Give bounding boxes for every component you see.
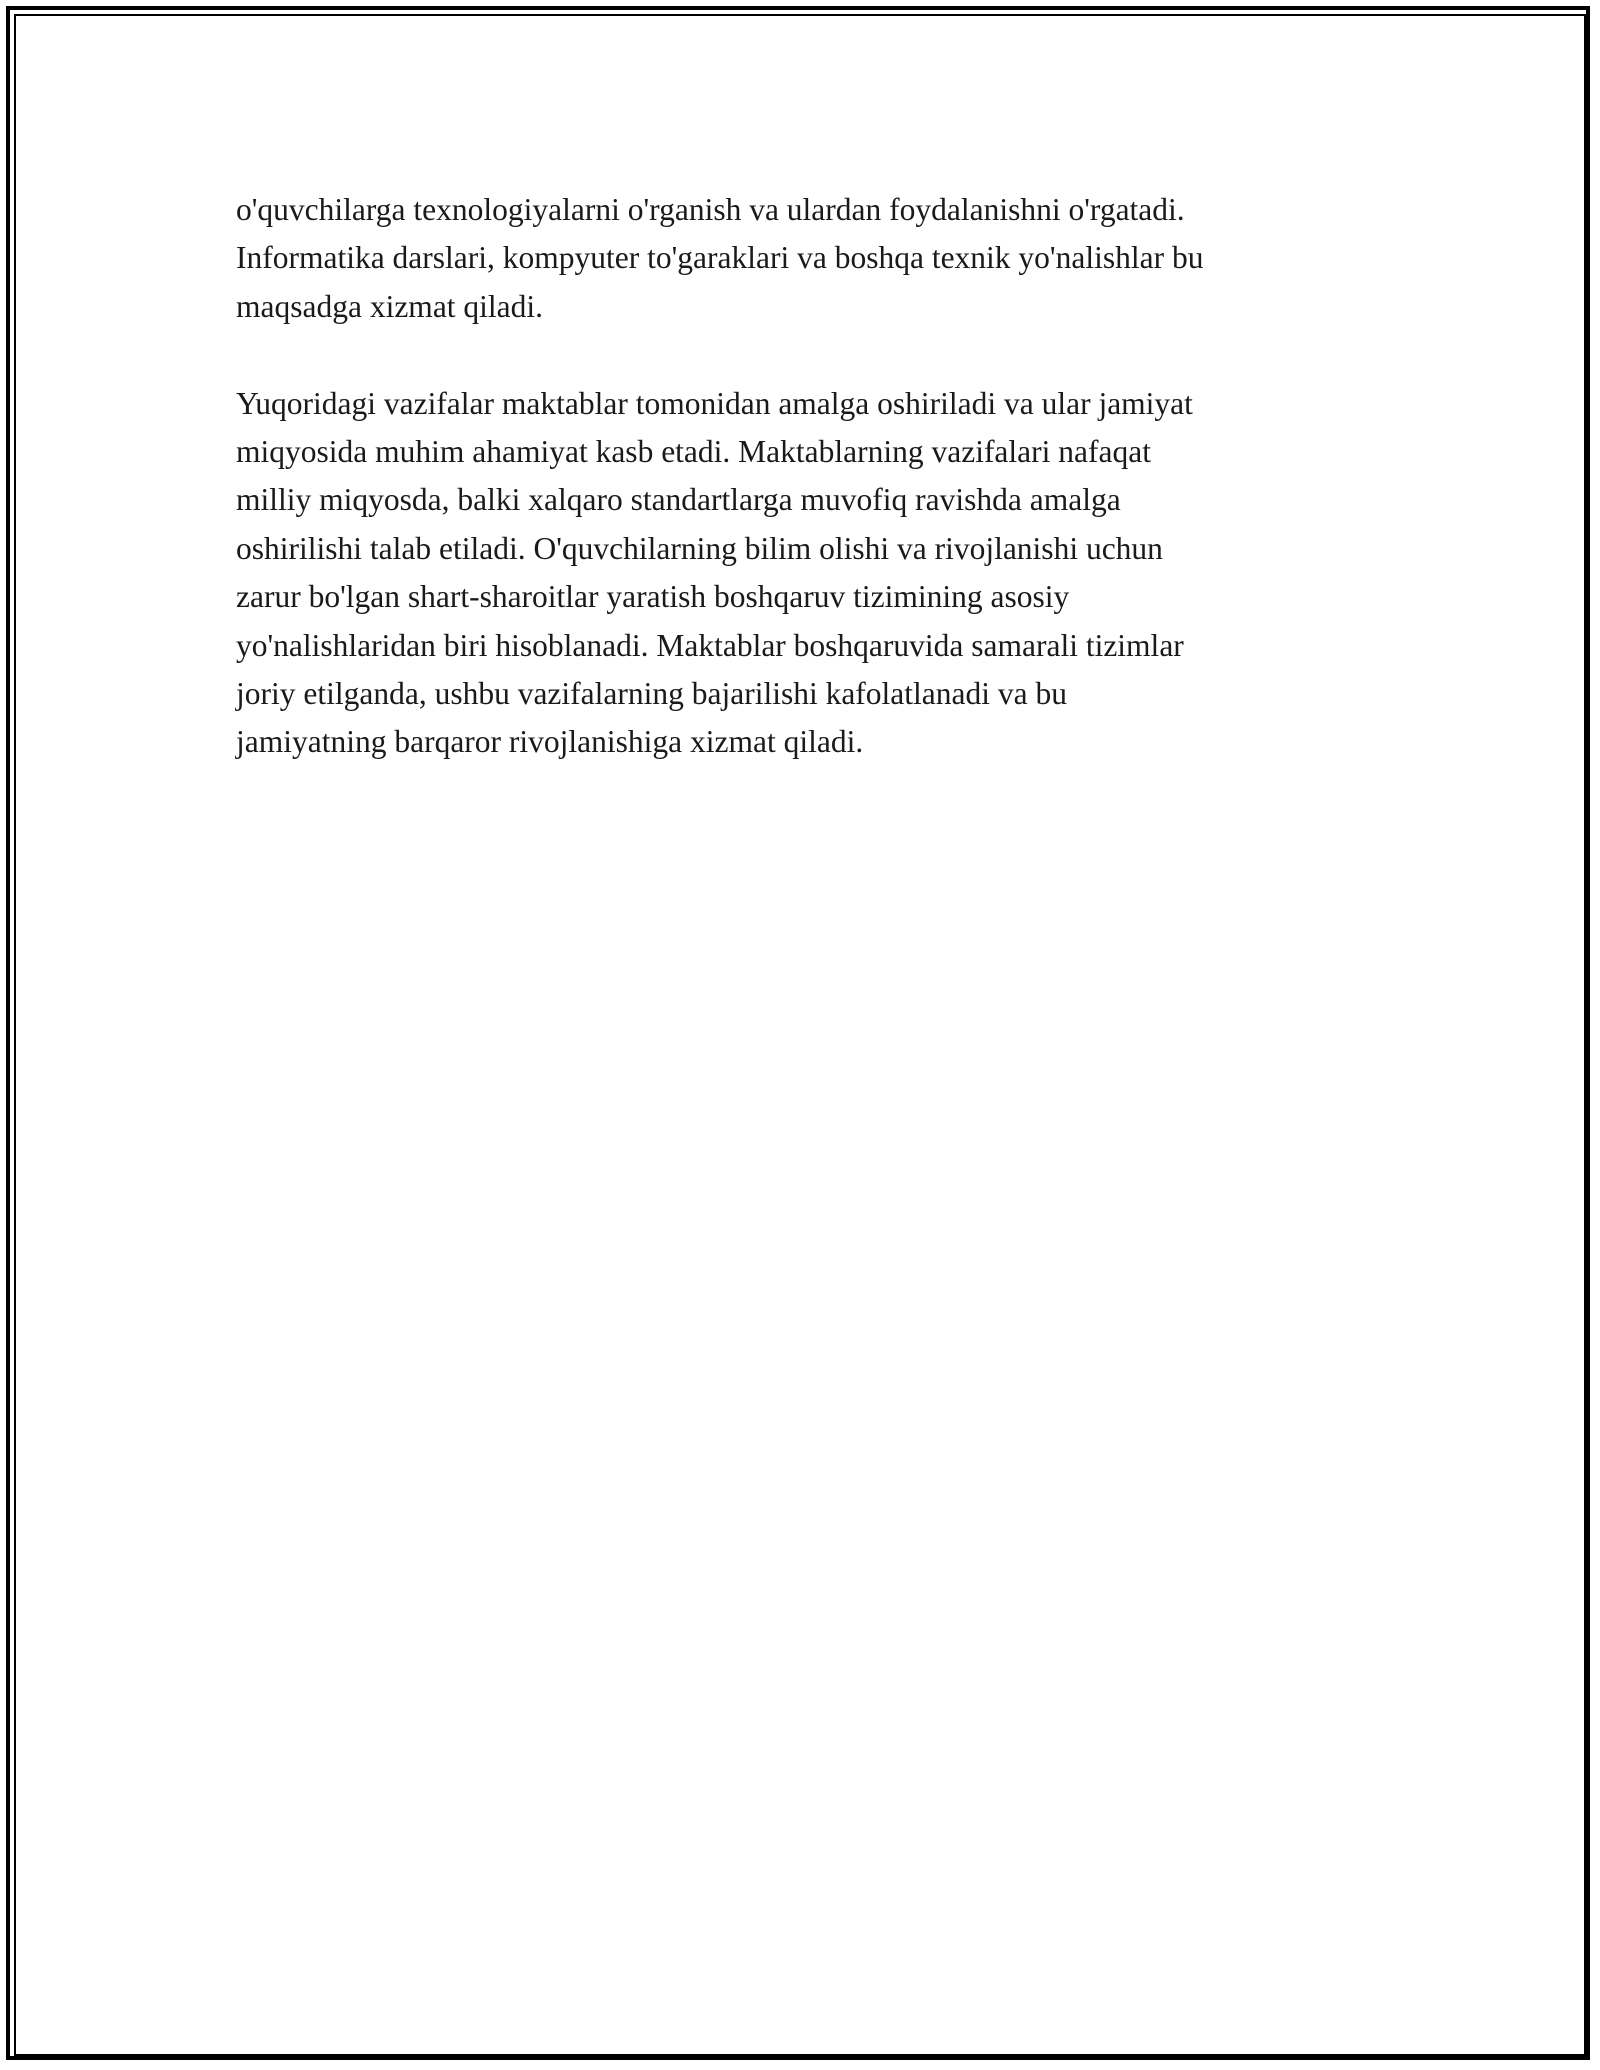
text-line: miqyosida muhim ahamiyat kasb etadi. Maktablarning vazifalari nafaqat xyxy=(236,434,1151,470)
text-line: Yuqoridagi vazifalar maktablar tomonidan amalga oshiriladi va ular jamiyat xyxy=(236,385,1193,421)
text-line: milliy miqyosda, balki xalqaro standartlarga muvofiq ravishda amalga xyxy=(236,482,1121,518)
text-line: jamiyatning barqaror rivojlanishiga xizmat qiladi. xyxy=(236,724,864,760)
text-line: oshirilishi talab etiladi. O'quvchilarning bilim olishi va rivojlanishi uchun xyxy=(236,530,1163,566)
text-line: zarur bo'lgan shart-sharoitlar yaratish boshqaruv tizimining asosiy xyxy=(236,579,1070,615)
text-line: o'quvchilarga texnologiyalarni o'rganish va ulardan foydalanishni o'rgatadi. xyxy=(236,192,1185,227)
document-body xyxy=(236,186,1386,815)
text-line: maqsadga xizmat qiladi. xyxy=(236,288,544,324)
paragraph-1 xyxy=(236,186,1386,331)
text-line: Informatika darslari, kompyuter to'garaklari va boshqa texnik yo'nalishlar bu xyxy=(236,240,1204,276)
paragraph-2 xyxy=(236,380,1386,767)
text-line: yo'nalishlaridan biri hisoblanadi. Maktablar boshqaruvida samarali tizimlar xyxy=(236,627,1184,663)
text-line: joriy etilganda, ushbu vazifalarning bajarilishi kafolatlanadi va bu xyxy=(236,676,1067,712)
